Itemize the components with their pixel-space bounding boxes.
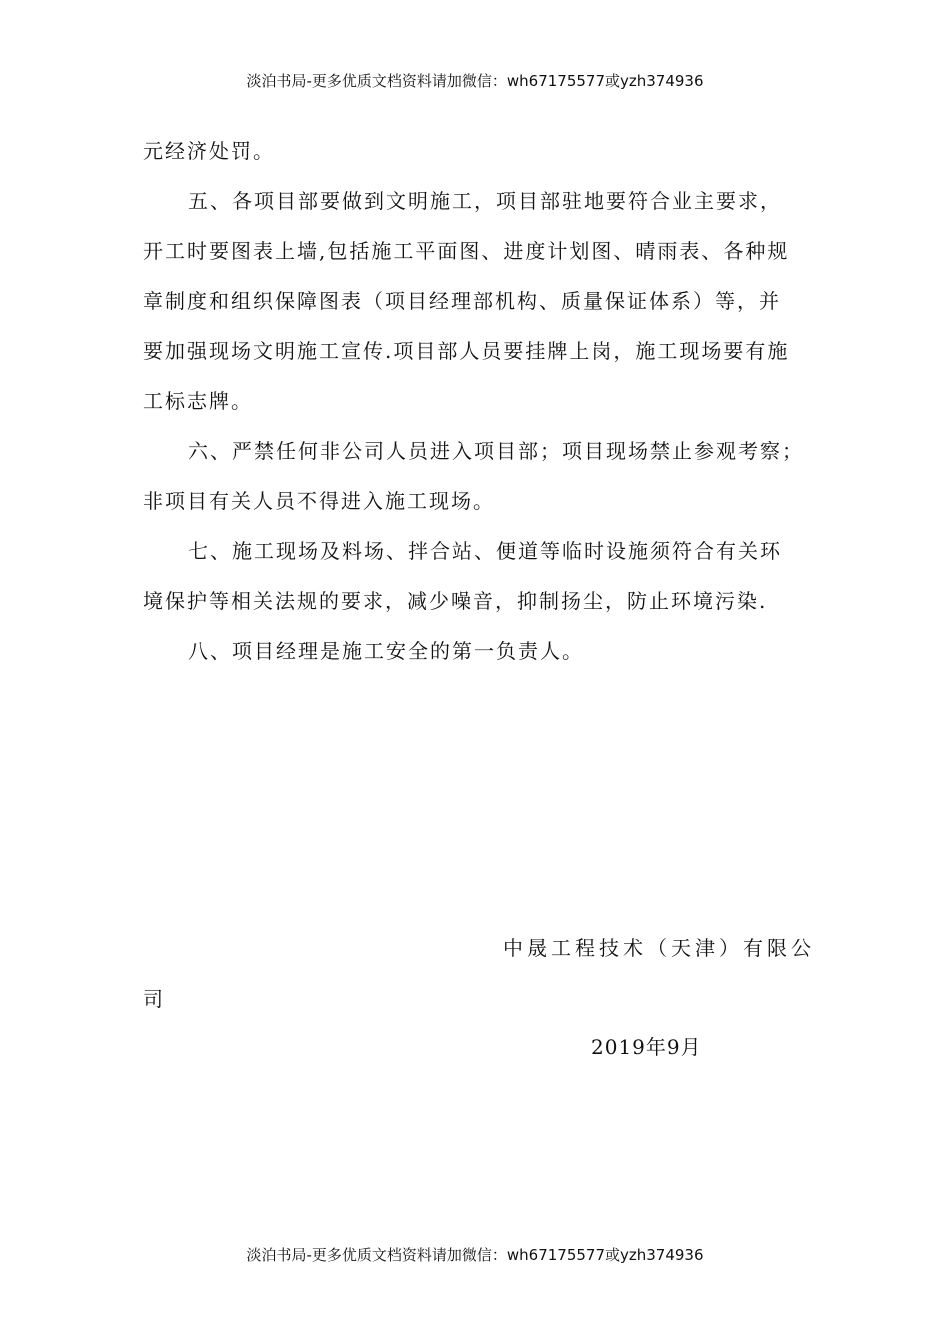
paragraph-5-line-2: 开工时要图表上墙,包括施工平面图、进度计划图、晴雨表、各种规	[143, 239, 790, 263]
signature-company-tail: 司	[143, 987, 163, 1011]
paragraph-6-line-1: 六、严禁任何非公司人员进入项目部；项目现场禁止参观考察；	[188, 439, 804, 463]
paragraph-7-line-2: 境保护等相关法规的要求，减少噪音，抑制扬尘，防止环境污染.	[143, 589, 768, 613]
paragraph-5-line-3: 章制度和组织保障图表（项目经理部机构、质量保证体系）等，并	[143, 289, 781, 313]
body-line-1: 元经济处罚。	[143, 139, 275, 163]
signature-date: 2019年9月	[591, 1035, 702, 1059]
paragraph-5-line-4: 要加强现场文明施工宣传.项目部人员要挂牌上岗，施工现场要有施	[143, 339, 790, 363]
paragraph-8-line-1: 八、项目经理是施工安全的第一负责人。	[188, 639, 584, 663]
signature-company: 中晟工程技术（天津）有限公	[503, 936, 815, 960]
footer-watermark: 淡泊书局-更多优质文档资料请加微信：wh67175577或yzh374936	[246, 1246, 704, 1264]
paragraph-5-line-5: 工标志牌。	[143, 389, 253, 413]
paragraph-6-line-2: 非项目有关人员不得进入施工现场。	[143, 489, 495, 513]
paragraph-5-line-1: 五、各项目部要做到文明施工，项目部驻地要符合业主要求，	[188, 189, 782, 213]
header-watermark: 淡泊书局-更多优质文档资料请加微信：wh67175577或yzh374936	[246, 72, 704, 90]
paragraph-7-line-1: 七、施工现场及料场、拌合站、便道等临时设施须符合有关环	[188, 539, 782, 563]
